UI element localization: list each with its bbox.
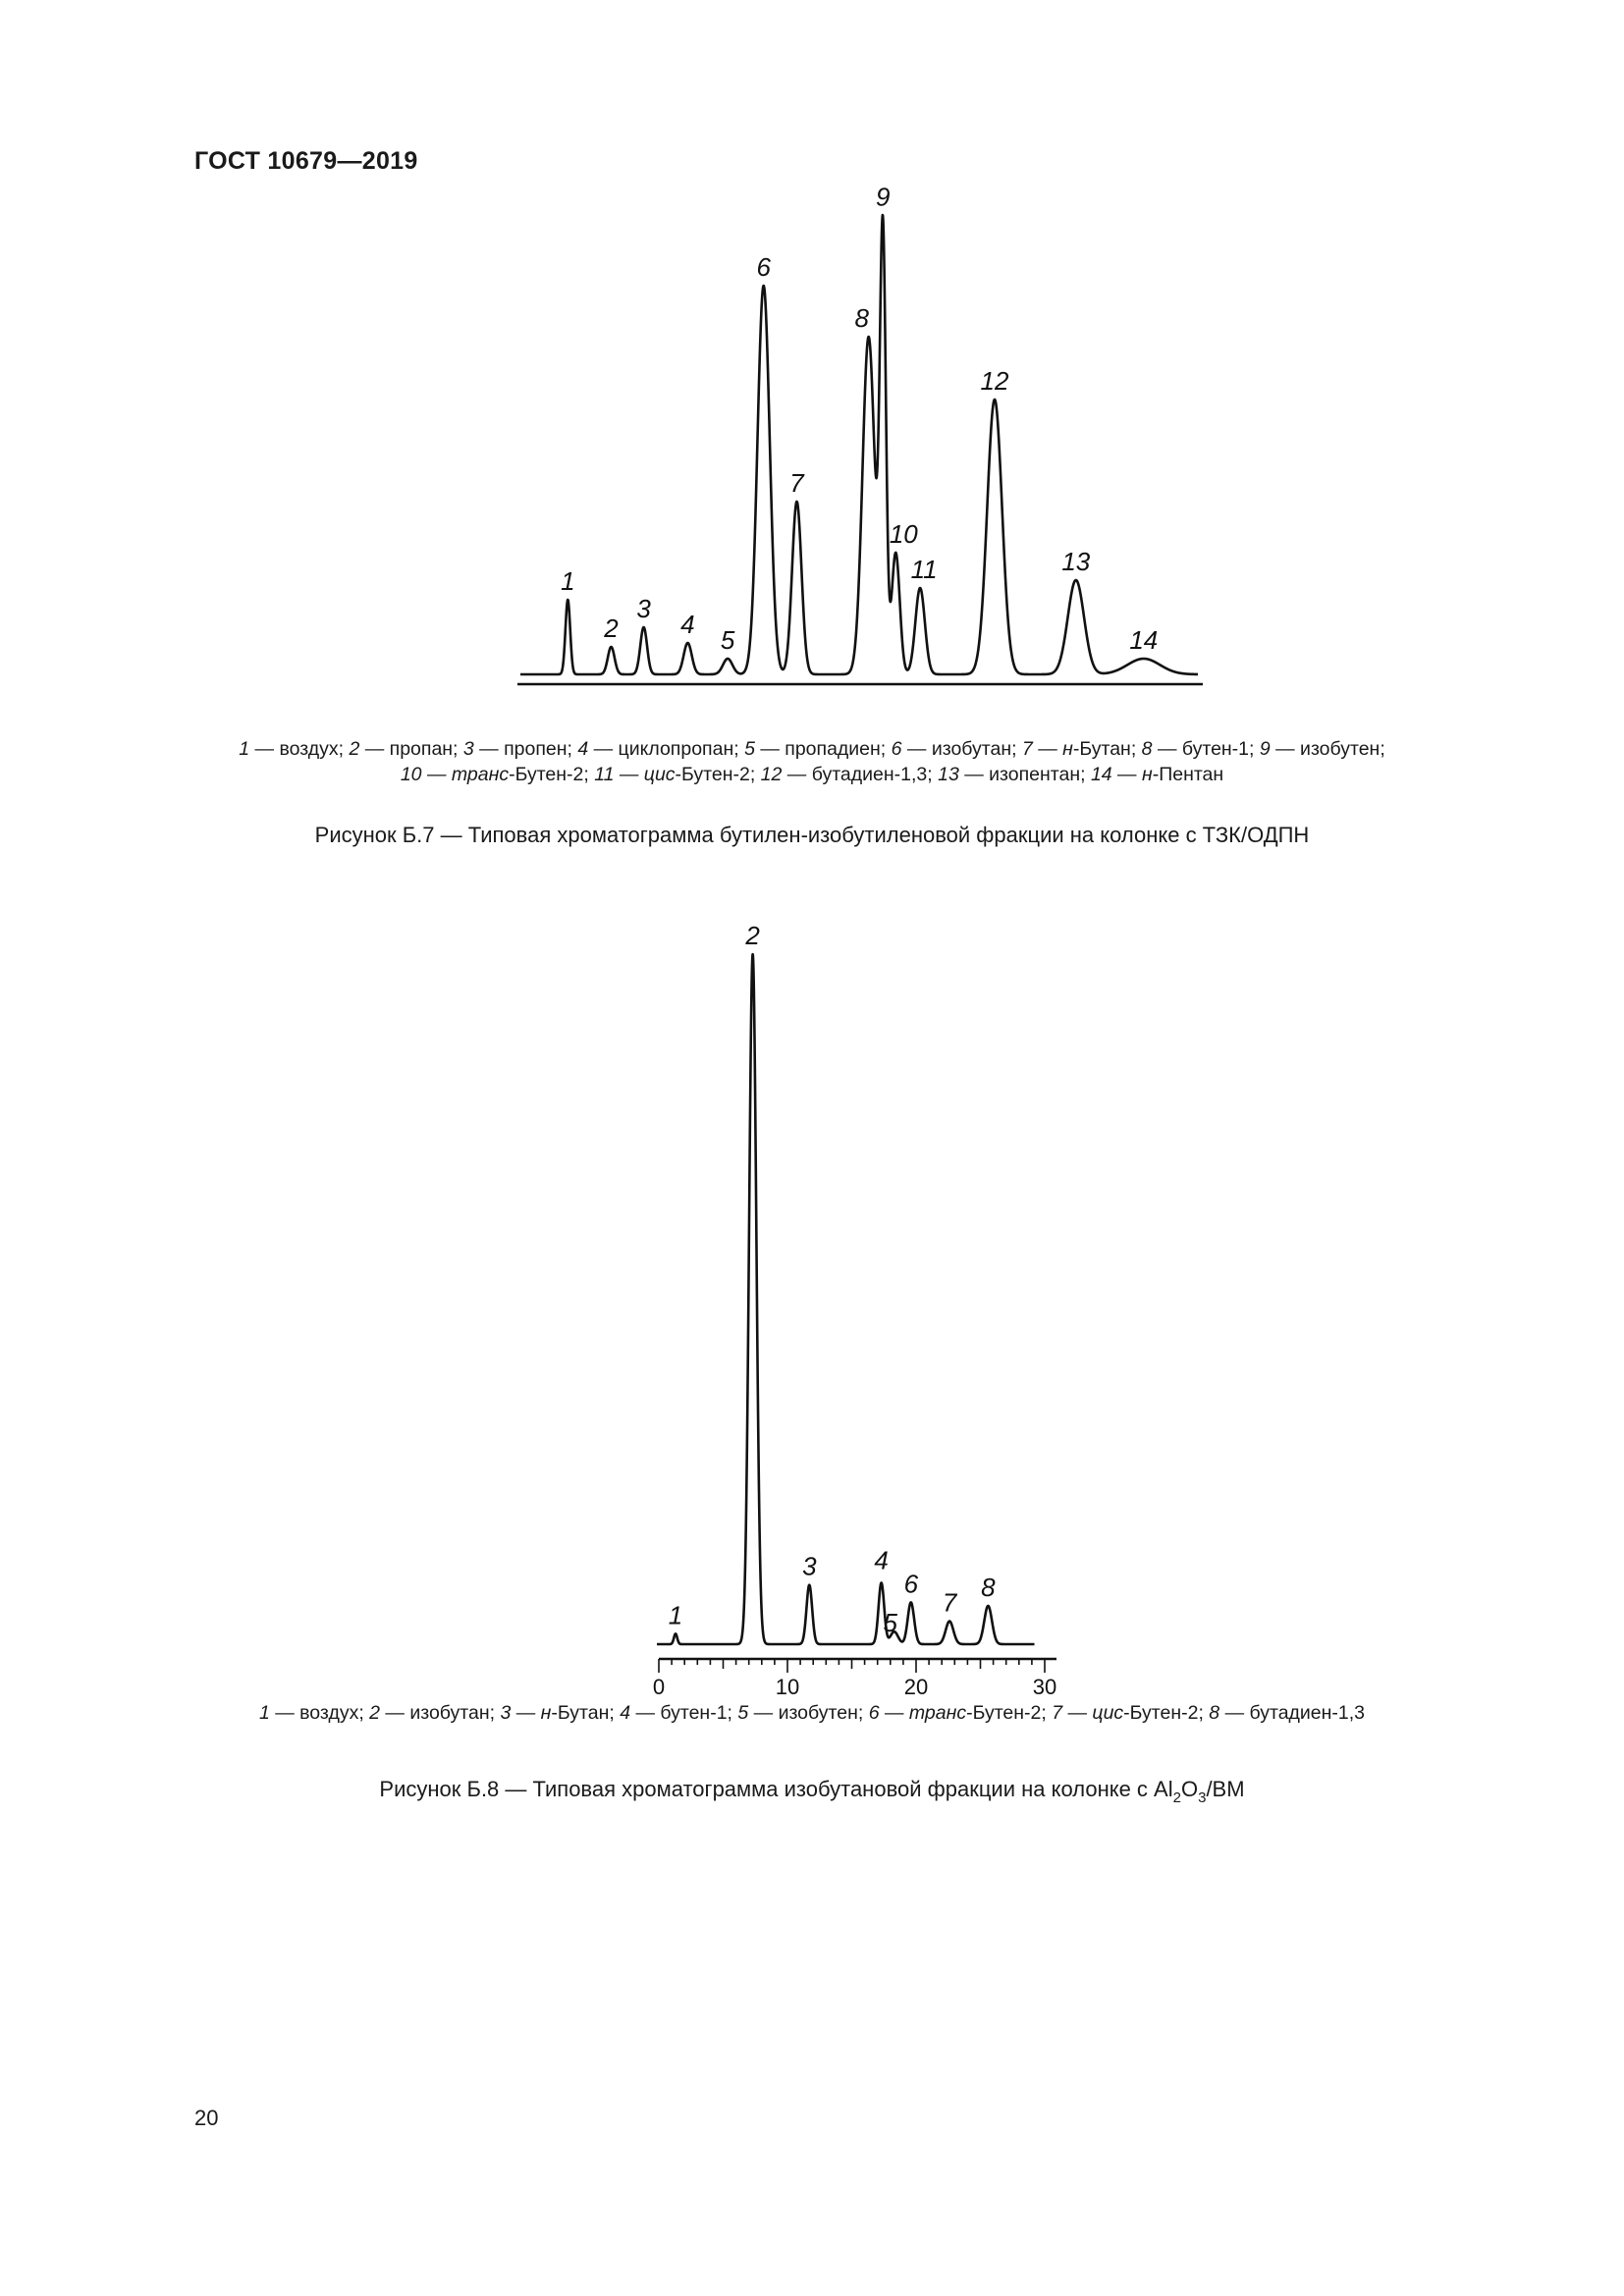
legend-number: 10	[400, 764, 422, 785]
legend-number: 5	[737, 1702, 749, 1724]
caption-b8-sub2: 3	[1198, 1789, 1207, 1806]
legend-text: — изопентан;	[958, 764, 1091, 785]
peak-label-10: 10	[889, 518, 918, 549]
legend-text: —	[511, 1702, 541, 1724]
legend-text: -Пентан	[1152, 764, 1224, 785]
caption-b8-post: /ВМ	[1206, 1777, 1245, 1801]
legend-text: — изобутен;	[748, 1702, 869, 1724]
legend-number: 6	[891, 738, 902, 760]
legend-number: 7	[1021, 738, 1033, 760]
caption-b8-mid: O	[1180, 1777, 1199, 1801]
chart2-x-tick-label: 10	[775, 1675, 800, 1699]
peak-label-5: 5	[883, 1608, 897, 1638]
caption-b8	[147, 1777, 1477, 1806]
chromatogram-b8	[0, 913, 1624, 1698]
legend-text: — циклопропан;	[588, 738, 745, 760]
peak-label-13: 13	[1061, 547, 1091, 576]
peak-label-1: 1	[668, 1600, 683, 1630]
legend-text: -Бутен-2;	[1123, 1702, 1210, 1724]
legend-text: — изобутан;	[901, 738, 1022, 760]
legend-text: —	[421, 764, 452, 785]
legend-italic: транс	[451, 764, 510, 785]
legend-text: -Бутан;	[551, 1702, 621, 1724]
legend-number: 2	[349, 738, 360, 760]
legend-text: -Бутен-2;	[966, 1702, 1053, 1724]
peak-label-12: 12	[980, 366, 1009, 396]
peak-label-6: 6	[903, 1569, 919, 1599]
legend-number: 1	[239, 738, 250, 760]
chart2-x-tick-label: 20	[903, 1675, 929, 1699]
legend-number: 4	[620, 1702, 631, 1724]
legend-b7-line	[147, 736, 1477, 762]
legend-number: 7	[1052, 1702, 1063, 1724]
legend-number: 9	[1259, 738, 1271, 760]
legend-text: — пропан;	[359, 738, 463, 760]
legend-number: 8	[1209, 1702, 1220, 1724]
legend-text: — бутен-1;	[1152, 738, 1260, 760]
chromatogram-trace	[657, 954, 1034, 1644]
page-number: 20	[194, 2106, 219, 2130]
chart2-x-tick-label: 0	[652, 1675, 666, 1699]
peak-label-2: 2	[745, 921, 760, 951]
legend-italic: н	[1062, 738, 1073, 760]
peak-label-7: 7	[942, 1587, 957, 1618]
legend-text: -Бутан;	[1072, 738, 1142, 760]
legend-text: —	[879, 1702, 909, 1724]
peak-label-3: 3	[802, 1551, 817, 1581]
legend-number: 5	[744, 738, 755, 760]
legend-text: —	[1032, 738, 1063, 760]
legend-text: -Бутен-2;	[509, 764, 595, 785]
legend-text: — бутадиен-1,3;	[782, 764, 939, 785]
legend-text: —	[1062, 1702, 1093, 1724]
peak-label-8: 8	[854, 303, 869, 333]
legend-number: 1	[258, 1702, 270, 1724]
legend-text: — пропен;	[473, 738, 578, 760]
peak-label-2: 2	[604, 614, 619, 643]
caption-b7: Рисунок Б.7 — Типовая хроматограмма бутилен-изобутиленовой фракции на колонке с ТЗК/ОДПН	[314, 823, 1310, 847]
peak-label-14: 14	[1129, 625, 1159, 655]
peak-label-8: 8	[981, 1573, 996, 1602]
legend-number: 6	[868, 1702, 880, 1724]
legend-text: — бутадиен-1,3	[1219, 1702, 1366, 1724]
legend-number: 3	[500, 1702, 512, 1724]
legend-number: 11	[594, 764, 615, 785]
caption-b8-sub1: 2	[1172, 1789, 1181, 1806]
legend-b8-line	[147, 1700, 1477, 1726]
peak-label-7: 7	[789, 468, 804, 498]
legend-text: — изобутен;	[1270, 738, 1385, 760]
chromatogram-trace	[520, 215, 1198, 674]
peak-label-4: 4	[680, 610, 695, 639]
chromatogram-b7	[0, 182, 1624, 707]
peak-label-6: 6	[756, 252, 771, 282]
legend-b7	[147, 736, 1477, 787]
legend-number: 3	[462, 738, 474, 760]
legend-number: 4	[577, 738, 589, 760]
legend-text: — бутен-1;	[630, 1702, 738, 1724]
peak-label-4: 4	[874, 1545, 889, 1575]
chart2-x-tick-label: 30	[1032, 1675, 1057, 1699]
legend-text: —	[1111, 764, 1142, 785]
legend-italic: цис	[643, 764, 676, 785]
legend-number: 13	[938, 764, 959, 785]
legend-italic: н	[1141, 764, 1153, 785]
legend-italic: цис	[1092, 1702, 1124, 1724]
legend-text: — изобутан;	[380, 1702, 501, 1724]
legend-number: 8	[1141, 738, 1153, 760]
standard-header: ГОСТ 10679—2019	[194, 147, 418, 175]
chromatogram-b8-svg	[0, 913, 1624, 1698]
peak-label-5: 5	[720, 625, 735, 655]
legend-text: — воздух;	[269, 1702, 370, 1724]
caption-b8-pre: Рисунок Б.8 — Типовая хроматограмма изобутановой фракции на колонке с Al	[379, 1777, 1173, 1801]
legend-number: 14	[1090, 764, 1112, 785]
legend-text: — пропадиен;	[754, 738, 892, 760]
legend-text: —	[614, 764, 644, 785]
peak-label-9: 9	[875, 182, 891, 212]
legend-italic: транс	[908, 1702, 967, 1724]
legend-text: — воздух;	[249, 738, 350, 760]
peak-label-11: 11	[910, 555, 938, 584]
legend-b7-line	[147, 762, 1477, 787]
chromatogram-b7-svg	[0, 182, 1624, 707]
legend-italic: н	[540, 1702, 552, 1724]
legend-number: 12	[760, 764, 783, 785]
legend-b8	[147, 1700, 1477, 1726]
peak-label-3: 3	[636, 594, 651, 623]
peak-label-1: 1	[561, 566, 575, 596]
legend-text: -Бутен-2;	[675, 764, 761, 785]
legend-number: 2	[369, 1702, 381, 1724]
